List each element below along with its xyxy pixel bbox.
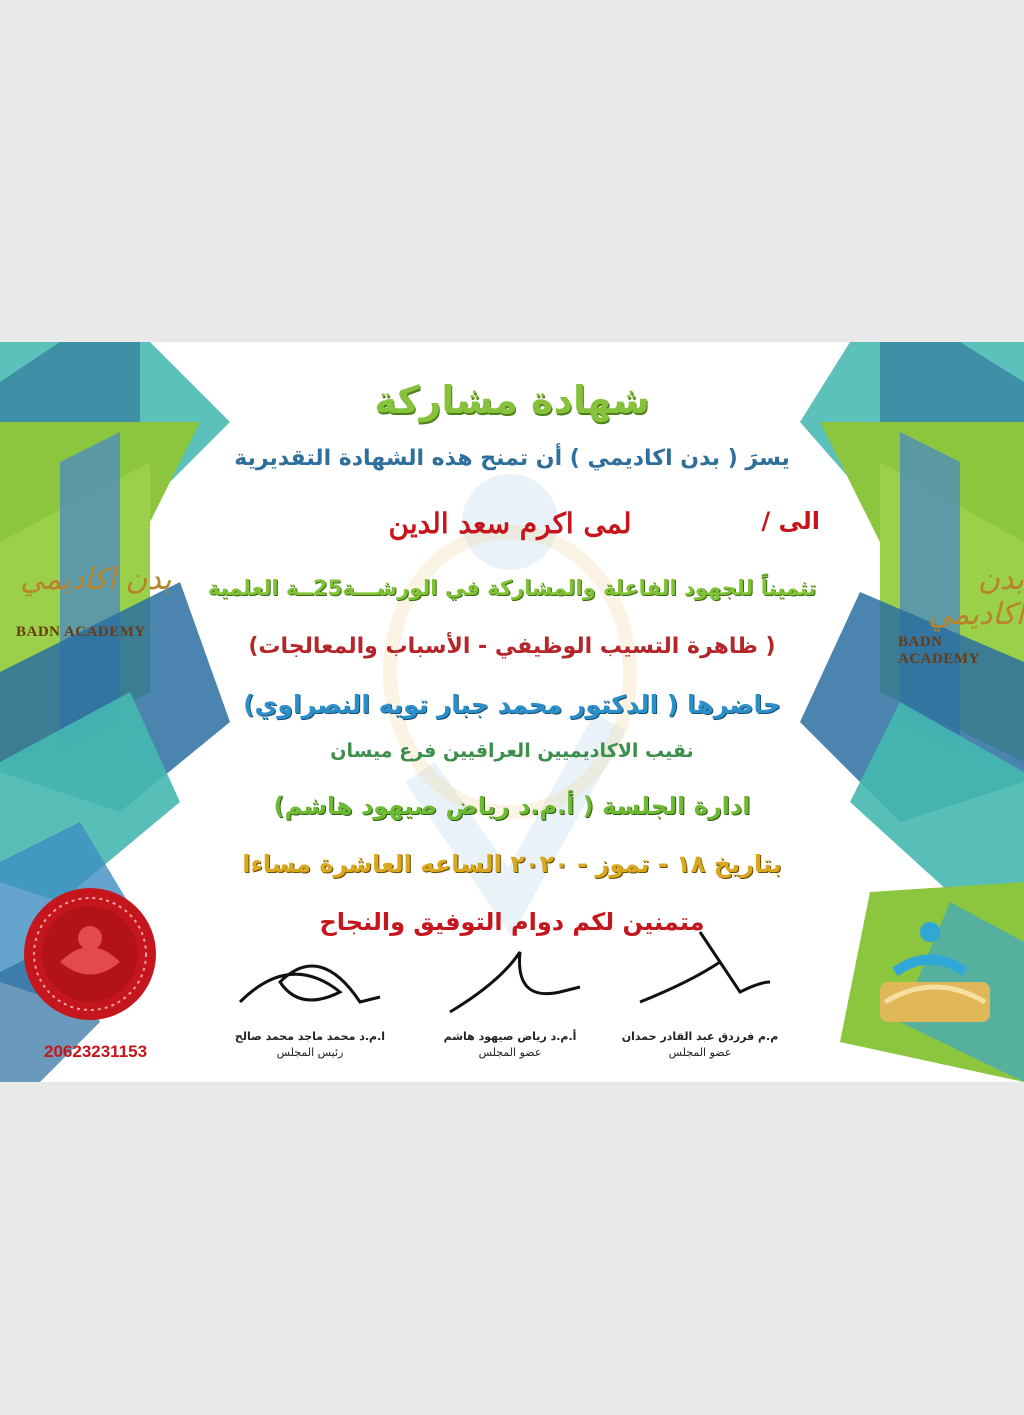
reason-line: تثميناً للجهود الفاعلة والمشاركة في الورشـــة25ــة العلمية [207, 576, 817, 600]
left-logo-arabic: بدن اكاديمي [20, 562, 172, 597]
right-logo-arabic: بدن اكاديمي [928, 562, 1024, 632]
signature-block [590, 1030, 810, 1059]
recipient-name: لمى اكرم سعد الدين [388, 507, 632, 540]
workshop-topic: ( ظاهرة التسيب الوظيفي - الأسباب والمعالجات) [248, 634, 776, 659]
seal [24, 888, 156, 1020]
lecturer-position: نقيب الاكاديميين العراقيين فرع ميسان [330, 740, 694, 762]
signature-block [200, 1030, 420, 1059]
intro-line: يسرَ ( بدن اكاديمي ) أن تمنح هذه الشهادة التقديرية [234, 446, 790, 471]
signature-name: ا.م.د محمد ماجد محمد صالح [234, 1030, 386, 1043]
signature-name: أ.م.د رياض صيهود هاشم [443, 1030, 577, 1043]
serial-number: 20623231153 [44, 1042, 148, 1061]
signature-role: عضو المجلس [478, 1046, 542, 1059]
signature-name: م.م فرزدق عبد القادر حمدان [621, 1030, 779, 1043]
signature-role: رئيس المجلس [276, 1046, 344, 1059]
closing-wish: متمنين لكم دوام التوفيق والنجاح [319, 908, 705, 936]
certificate [0, 342, 1024, 1082]
to-label: الى / [761, 507, 820, 535]
right-logo-text: BADN ACADEMY [898, 634, 980, 667]
lecturer-line: حاضرها ( الدكتور محمد جبار تويه النصراوي) [243, 690, 781, 719]
session-chair: ادارة الجلسة ( أ.م.د رياض صيهود هاشم) [273, 792, 751, 820]
certificate-title: شهادة مشاركة [374, 378, 650, 422]
signature-role: عضو المجلس [668, 1046, 732, 1059]
date-line: بتاريخ ١٨ - تموز - ٢٠٢٠ الساعه العاشرة مساءا [242, 850, 782, 878]
signature-block [400, 1030, 620, 1059]
left-logo-text: BADN ACADEMY [16, 624, 146, 640]
